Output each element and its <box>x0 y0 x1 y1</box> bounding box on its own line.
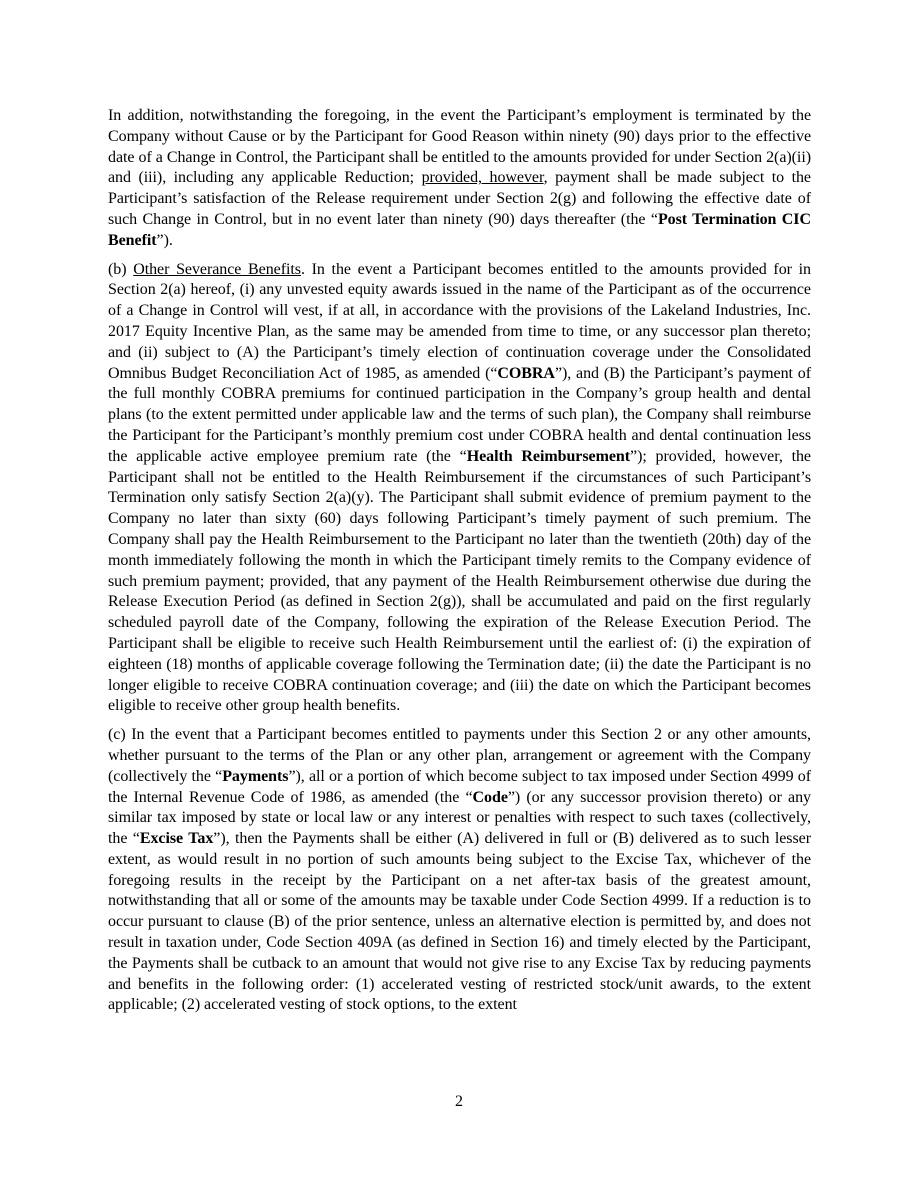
paragraph-post-termination-cic <box>108 106 811 252</box>
text: . In the event a Participant becomes entitled to the amounts provided for in Section 2(a) hereof, (i) any unvested equity awards issued in the name of the Participant as of the occurrence of a Change in Control will vest, if at all, in accordance with the provisions of the Lakeland Industries, Inc. 2017 Equity Incentive Plan, as the same may be amended from time to time, or any successor plan thereto; and (ii) subject to (A) the Participant’s timely election of continuation coverage under the Consolidated Omnibus Budget Reconciliation Act of 1985, as amended (“ <box>108 260 811 382</box>
text: , payment shall be made subject to the Participant’s satisfaction of the Release requirement under Section 2(g) and following the effective date of such Change in Control, but in no event later than ninety (90) days thereafter (the “ <box>108 169 811 228</box>
document-body <box>108 106 811 1024</box>
text: ”). <box>156 231 173 249</box>
defined-term-post-termination-cic-benefit: Post Termination CIC Benefit <box>108 210 811 249</box>
defined-term-cobra: COBRA <box>497 364 555 382</box>
text: ”), all or a portion of which become subject to tax imposed under Section 4999 of the Internal Revenue Code of 1986, as amended (the “ <box>108 767 811 806</box>
defined-term-code: Code <box>472 788 508 806</box>
defined-term-payments: Payments <box>222 767 289 785</box>
paragraph-excise-tax <box>108 725 811 1016</box>
underlined-term-provided-however: provided, however <box>421 169 544 187</box>
text: ”) (or any successor provision thereto) or any similar tax imposed by state or local law or any interest or penalties with respect to such taxes (collectively, the “ <box>108 788 811 848</box>
paragraph-other-severance-benefits <box>108 260 811 718</box>
text: ”), and (B) the Participant’s payment of the full monthly COBRA premiums for continued participation in the Company’s group health and dental plans (to the extent permitted under applicable law and the terms of such plan), the Company shall reimburse the Participant for the Participant’s monthly premium cost under COBRA health and dental continuation less the applicable active employee premium rate (the “ <box>108 364 811 465</box>
section-heading-other-severance-benefits: Other Severance Benefits <box>133 260 301 278</box>
defined-term-health-reimbursement: Health Reimbursement <box>466 447 631 465</box>
text: (b) <box>108 260 134 278</box>
defined-term-excise-tax: Excise Tax <box>139 830 214 848</box>
text: (c) In the event that a Participant becomes entitled to payments under this Section 2 or any other amounts, whether pursuant to the terms of the Plan or any other plan, arrangement or agreement with the Company (collectively the “ <box>108 726 811 785</box>
page-number: 2 <box>455 1093 463 1110</box>
text: ”); provided, however, the Participant shall not be entitled to the Health Reimbursement if the circumstances of such Participant’s Termination only satisfy Section 2(a)(y). The Participant shall submit evidence of premium payment to the Company no later than sixty (60) days following Participant’s timely payment of such premium. The Company shall pay the Health Reimbursement to the Participant no later than the twentieth (20th) day of the month immediately following the month in which the Participant timely remits to the Company evidence of such premium payment; provided, that any payment of the Health Reimbursement otherwise due during the Release Execution Period (as defined in Section 2(g)), shall be accumulated and paid on the first regularly scheduled payroll date of the Company, following the expiration of the Release Execution Period. The Participant shall be eligible to receive such Health Reimbursement until the earliest of: (i) the expiration of eighteen (18) months of applicable coverage following the Termination date; (ii) the date the Participant is no longer eligible to receive COBRA continuation coverage; and (iii) the date on which the Participant becomes eligible to receive other group health benefits. <box>108 447 811 715</box>
text: ”), then the Payments shall be either (A) delivered in full or (B) delivered as to such lesser extent, as would result in no portion of such amounts being subject to the Excise Tax, whichever of the foregoing results in the receipt by the Participant on a net after-tax basis of the greatest amount, notwithstanding that all or some of the amounts may be taxable under Code Section 4999. If a reduction is to occur pursuant to clause (B) of the prior sentence, unless an alternative election is permitted by, and does not result in taxation under, Code Section 409A (as defined in Section 16) and timely elected by the Participant, the Payments shall be cutback to an amount that would not give rise to any Excise Tax by reducing payments and benefits in the following order: (1) accelerated vesting of restricted stock/unit awards, to the extent applicable; (2) accelerated vesting of stock options, to the extent <box>108 830 811 1014</box>
text: In addition, notwithstanding the foregoing, in the event the Participant’s employment is terminated by the Company without Cause or by the Participant for Good Reason within ninety (90) days prior to the effective date of a Change in Control, the Participant shall be entitled to the amounts provided for under Section 2(a)(ii) and (iii), including any applicable Reduction; <box>108 107 811 187</box>
